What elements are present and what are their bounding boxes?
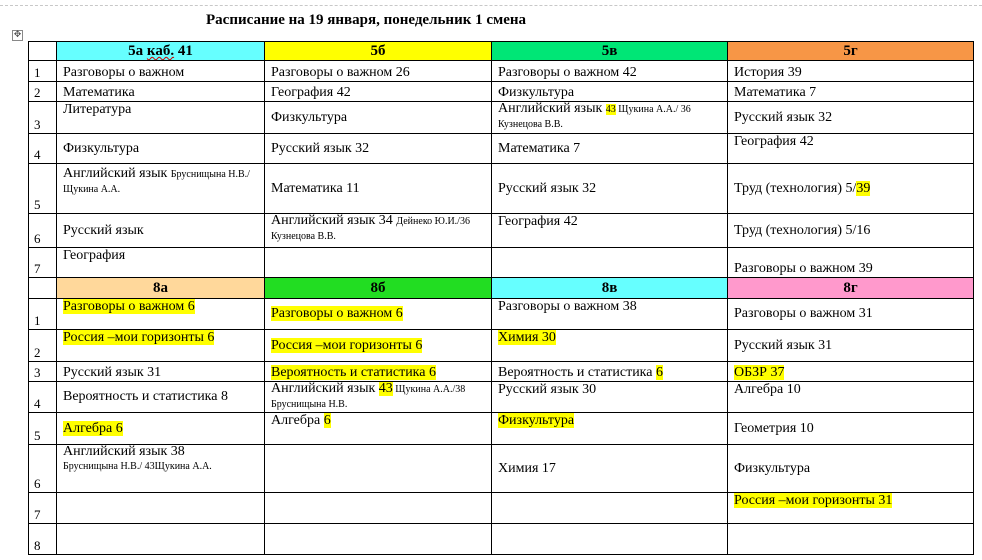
lesson-cell — [492, 362, 728, 382]
lesson-cell: Физкультура — [728, 445, 974, 493]
lesson-cell: Разговоры о важном 26 — [265, 61, 492, 82]
teacher-names: Бруснищына Н.В./ Щукина А.А. — [63, 169, 250, 195]
lesson-cell — [265, 413, 492, 445]
lesson-row — [29, 382, 974, 413]
lesson-number: 1 — [29, 61, 57, 82]
subject-text: Английский язык — [271, 381, 379, 396]
room-number: 39 — [856, 180, 871, 196]
lesson-number: 4 — [29, 382, 57, 413]
lesson-cell — [57, 524, 265, 555]
lesson-cell: Разговоры о важном 31 — [728, 299, 974, 330]
lesson-cell: Русский язык 32 — [265, 134, 492, 164]
lesson-number: 1 — [29, 299, 57, 330]
lesson-cell — [492, 493, 728, 524]
lesson-number: 2 — [29, 82, 57, 102]
lesson-row — [29, 299, 974, 330]
lesson-cell: Разговоры о важном 38 — [492, 299, 728, 330]
lesson-row — [29, 493, 974, 524]
class-header-8b: 8б — [265, 278, 492, 299]
subject-text: Россия –мои горизонты 6 — [271, 337, 423, 353]
lesson-row — [29, 214, 974, 248]
subject-text: Физкультура — [498, 413, 575, 428]
lesson-cell — [492, 524, 728, 555]
lesson-cell — [265, 299, 492, 330]
lesson-cell: Труд (технология) 5/16 — [728, 214, 974, 248]
room-number: 6 — [656, 365, 663, 380]
subject-text: Алгебра — [271, 413, 324, 428]
lesson-row — [29, 445, 974, 493]
lesson-number: 6 — [29, 214, 57, 248]
subject-text: Английский язык 38 — [63, 444, 185, 459]
lesson-cell: Разговоры о важном 42 — [492, 61, 728, 82]
subject-text: Россия –мои горизонты 6 — [63, 330, 215, 345]
lesson-cell — [57, 413, 265, 445]
lesson-row — [29, 413, 974, 445]
subject-text: ОБЗР 37 — [734, 365, 785, 380]
lesson-number: 3 — [29, 102, 57, 134]
lesson-cell: Физкультура — [265, 102, 492, 134]
lesson-row — [29, 330, 974, 362]
lesson-row — [29, 102, 974, 134]
lesson-cell — [57, 445, 265, 493]
lesson-number: 5 — [29, 413, 57, 445]
teacher-names: Дейнеко Ю.И./36 Кузнецова В.В. — [271, 216, 470, 242]
lesson-cell: Разговоры о важном — [57, 61, 265, 82]
lesson-cell — [265, 330, 492, 362]
lesson-cell — [265, 445, 492, 493]
lesson-cell: География — [57, 248, 265, 278]
page-top-dashed-line — [0, 5, 982, 6]
subject-text: Россия –мои горизонты 31 — [734, 493, 893, 508]
lesson-cell — [265, 493, 492, 524]
subject-text: Английский язык — [63, 166, 171, 181]
subject-text: Алгебра 6 — [63, 420, 123, 436]
lesson-number: 2 — [29, 330, 57, 362]
lesson-number: 3 — [29, 362, 57, 382]
class-header-8g: 8г — [728, 278, 974, 299]
lesson-number: 5 — [29, 164, 57, 214]
lesson-row — [29, 134, 974, 164]
header-row-8 — [29, 278, 974, 299]
lesson-row — [29, 362, 974, 382]
corner-cell — [29, 42, 57, 61]
lesson-row — [29, 82, 974, 102]
lesson-row — [29, 248, 974, 278]
lesson-cell: Математика — [57, 82, 265, 102]
lesson-cell: География 42 — [265, 82, 492, 102]
lesson-cell — [492, 248, 728, 278]
lesson-cell — [265, 248, 492, 278]
lesson-cell — [265, 214, 492, 248]
teacher-names: Щукина А.А./ 36 Кузнецова В.В. — [498, 104, 691, 130]
lesson-cell — [265, 382, 492, 413]
lesson-cell: Разговоры о важном 39 — [728, 248, 974, 278]
subject-text: Химия 30 — [498, 330, 556, 345]
lesson-cell — [265, 362, 492, 382]
lesson-cell — [57, 299, 265, 330]
lesson-cell: Математика 7 — [728, 82, 974, 102]
lesson-cell: Русский язык 31 — [728, 330, 974, 362]
lesson-row — [29, 524, 974, 555]
lesson-cell: География 42 — [728, 134, 974, 164]
lesson-cell — [57, 493, 265, 524]
lesson-cell: Литература — [57, 102, 265, 134]
lesson-number: 6 — [29, 445, 57, 493]
lesson-cell — [728, 524, 974, 555]
schedule-table — [28, 41, 974, 555]
lesson-cell — [57, 330, 265, 362]
lesson-row — [29, 61, 974, 82]
room-number: 43 — [378, 381, 393, 396]
lesson-cell: История 39 — [728, 61, 974, 82]
lesson-cell: Физкультура — [492, 82, 728, 102]
lesson-cell: Физкультура — [57, 134, 265, 164]
subject-text: Вероятность и статистика — [498, 365, 656, 380]
class-header-5b: 5б — [265, 42, 492, 61]
room-word: каб. — [146, 43, 175, 59]
subject-text: Разговоры о важном 6 — [63, 299, 195, 314]
lesson-number: 8 — [29, 524, 57, 555]
lesson-cell — [492, 102, 728, 134]
subject-text: Разговоры о важном 6 — [271, 306, 403, 321]
lesson-cell: Химия 17 — [492, 445, 728, 493]
subject-text: Английский язык — [498, 101, 606, 116]
lesson-number: 4 — [29, 134, 57, 164]
lesson-number: 7 — [29, 493, 57, 524]
lesson-number: 7 — [29, 248, 57, 278]
subject-text: Вероятность и статистика 6 — [271, 365, 436, 380]
page-title: Расписание на 19 января, понедельник 1 смена — [206, 12, 527, 28]
lesson-cell: Вероятность и статистика 8 — [57, 382, 265, 413]
lesson-cell — [492, 330, 728, 362]
class-label: 5а — [128, 43, 147, 59]
header-row-5 — [29, 42, 974, 61]
lesson-cell: Математика 7 — [492, 134, 728, 164]
teacher-names: Бруснищына Н.В./ 43Щукина А.А. — [63, 461, 212, 472]
lesson-cell: Алгебра 10 — [728, 382, 974, 413]
subject-text: Английский язык 34 — [271, 213, 397, 228]
lesson-cell — [728, 493, 974, 524]
lesson-cell: Математика 11 — [265, 164, 492, 214]
move-handle-icon[interactable]: ✥ — [13, 30, 22, 40]
lesson-cell — [265, 524, 492, 555]
room-number: 43 — [605, 104, 616, 115]
lesson-cell — [57, 164, 265, 214]
lesson-cell: Русский язык 32 — [728, 102, 974, 134]
room-number: 41 — [174, 43, 193, 59]
lesson-cell — [492, 413, 728, 445]
class-header-5g: 5г — [728, 42, 974, 61]
lesson-cell: Русский язык 31 — [57, 362, 265, 382]
teacher-names: Щукина А.А./38 Бруснищына Н.В. — [271, 384, 466, 410]
lesson-cell — [728, 164, 974, 214]
class-header-8a: 8а — [57, 278, 265, 299]
lesson-cell: Русский язык 32 — [492, 164, 728, 214]
class-header-8v: 8в — [492, 278, 728, 299]
class-header-5v: 5в — [492, 42, 728, 61]
lesson-row — [29, 164, 974, 214]
corner-cell — [29, 278, 57, 299]
class-header-5a — [57, 42, 265, 61]
lesson-cell: Русский язык 30 — [492, 382, 728, 413]
room-number: 6 — [323, 413, 331, 428]
lesson-cell — [728, 362, 974, 382]
lesson-cell: География 42 — [492, 214, 728, 248]
lesson-cell: Геометрия 10 — [728, 413, 974, 445]
lesson-cell: Русский язык — [57, 214, 265, 248]
subject-text: Труд (технология) 5/ — [734, 180, 857, 196]
